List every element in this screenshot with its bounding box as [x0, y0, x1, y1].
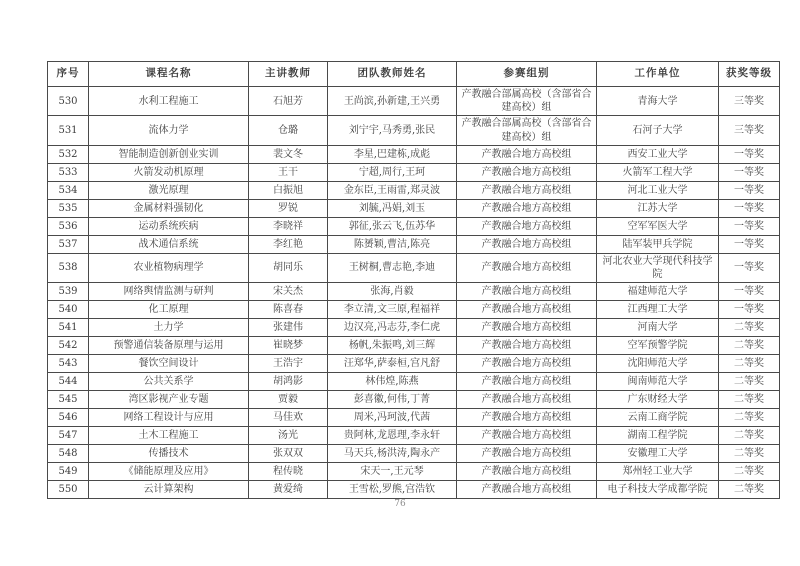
table-cell-col-course: 流体力学	[89, 116, 249, 145]
table-body	[48, 87, 780, 499]
table-cell-col-group: 产教融合地方高校组	[457, 199, 597, 217]
table-cell-col-seq: 541	[48, 319, 89, 337]
table-cell-col-work-unit: 空军预警学院	[597, 337, 719, 355]
table-cell-col-course: 网络工程设计与应用	[89, 409, 249, 427]
table-cell-col-lead-teacher: 李红艳	[249, 235, 328, 253]
column-header-col-course: 课程名称	[89, 62, 249, 87]
table-cell-col-lead-teacher: 仓璐	[249, 116, 328, 145]
table-cell-col-course: 火箭发动机原理	[89, 163, 249, 181]
table-row	[48, 463, 780, 481]
table-cell-col-award: 二等奖	[719, 445, 780, 463]
table-cell-col-award: 一等奖	[719, 163, 780, 181]
table-cell-col-course: 土木工程施工	[89, 427, 249, 445]
table-cell-col-team-teachers: 王尚滨,孙新建,王兴勇	[328, 87, 457, 116]
table-cell-col-course: 农业植物病理学	[89, 253, 249, 282]
table-cell-col-team-teachers: 杨帆,朱振鸣,刘三辉	[328, 337, 457, 355]
table-cell-col-award: 一等奖	[719, 235, 780, 253]
table-cell-col-team-teachers: 张海,肖毅	[328, 283, 457, 301]
table-cell-col-team-teachers: 林伟煌,陈燕	[328, 373, 457, 391]
table-cell-col-lead-teacher: 张双双	[249, 445, 328, 463]
table-cell-col-work-unit: 广东财经大学	[597, 391, 719, 409]
table-row	[48, 319, 780, 337]
table-cell-col-award: 三等奖	[719, 116, 780, 145]
table-cell-col-seq: 540	[48, 301, 89, 319]
table-cell-col-group: 产教融合地方高校组	[457, 253, 597, 282]
table-cell-col-seq: 537	[48, 235, 89, 253]
table-cell-col-work-unit: 石河子大学	[597, 116, 719, 145]
table-cell-col-seq: 533	[48, 163, 89, 181]
table-cell-col-course: 金属材料强韧化	[89, 199, 249, 217]
table-cell-col-seq: 544	[48, 373, 89, 391]
table-cell-col-course: 《储能原理及应用》	[89, 463, 249, 481]
table-cell-col-award: 一等奖	[719, 199, 780, 217]
table-cell-col-seq: 550	[48, 481, 89, 499]
table-cell-col-award: 一等奖	[719, 181, 780, 199]
table-row	[48, 355, 780, 373]
table-cell-col-team-teachers: 马天兵,杨洪涛,陶永产	[328, 445, 457, 463]
table-cell-col-seq: 546	[48, 409, 89, 427]
table-cell-col-course: 云计算架构	[89, 481, 249, 499]
table-cell-col-team-teachers: 贵阿林,龙恩理,李永轩	[328, 427, 457, 445]
table-cell-col-work-unit: 火箭军工程大学	[597, 163, 719, 181]
table-cell-col-work-unit: 江西理工大学	[597, 301, 719, 319]
table-cell-col-work-unit: 陆军装甲兵学院	[597, 235, 719, 253]
table-row	[48, 301, 780, 319]
table-cell-col-course: 化工原理	[89, 301, 249, 319]
table-cell-col-work-unit: 福建师范大学	[597, 283, 719, 301]
table-cell-col-work-unit: 湖南工程学院	[597, 427, 719, 445]
table-cell-col-group: 产教融合地方高校组	[457, 373, 597, 391]
table-cell-col-group: 产教融合地方高校组	[457, 163, 597, 181]
column-header-col-group: 参赛组别	[457, 62, 597, 87]
table-cell-col-lead-teacher: 马佳欢	[249, 409, 328, 427]
table-cell-col-group: 产教融合地方高校组	[457, 337, 597, 355]
table-cell-col-lead-teacher: 程传晓	[249, 463, 328, 481]
table-cell-col-seq: 530	[48, 87, 89, 116]
table-cell-col-lead-teacher: 李晓祥	[249, 217, 328, 235]
table-cell-col-group: 产教融合地方高校组	[457, 409, 597, 427]
table-cell-col-seq: 535	[48, 199, 89, 217]
table-cell-col-team-teachers: 彭喜徽,何伟,丁菁	[328, 391, 457, 409]
table-cell-col-seq: 548	[48, 445, 89, 463]
table-cell-col-award: 三等奖	[719, 87, 780, 116]
table-cell-col-group: 产教融合地方高校组	[457, 391, 597, 409]
table-cell-col-lead-teacher: 胡鸿影	[249, 373, 328, 391]
table-cell-col-award: 一等奖	[719, 253, 780, 282]
table-row	[48, 163, 780, 181]
table-cell-col-group: 产教融合地方高校组	[457, 301, 597, 319]
table-cell-col-award: 一等奖	[719, 283, 780, 301]
table-cell-col-seq: 536	[48, 217, 89, 235]
table-cell-col-lead-teacher: 汤光	[249, 427, 328, 445]
table-cell-col-course: 激光原理	[89, 181, 249, 199]
table-row	[48, 116, 780, 145]
table-cell-col-team-teachers: 王雪松,罗熊,宫浩钦	[328, 481, 457, 499]
table-row	[48, 181, 780, 199]
table-cell-col-group: 产教融合地方高校组	[457, 217, 597, 235]
table-row	[48, 409, 780, 427]
column-header-col-work-unit: 工作单位	[597, 62, 719, 87]
table-row	[48, 481, 780, 499]
table-cell-col-course: 湾区影视产业专题	[89, 391, 249, 409]
column-header-col-seq: 序号	[48, 62, 89, 87]
page-number: 76	[394, 499, 406, 509]
table-cell-col-team-teachers: 刘毓,冯娟,刘玉	[328, 199, 457, 217]
table-cell-col-lead-teacher: 宋关杰	[249, 283, 328, 301]
table-cell-col-award: 一等奖	[719, 145, 780, 163]
table-cell-col-work-unit: 西安工业大学	[597, 145, 719, 163]
table-cell-col-group: 产教融合地方高校组	[457, 481, 597, 499]
column-header-col-team-teachers: 团队教师姓名	[328, 62, 457, 87]
table-cell-col-award: 一等奖	[719, 217, 780, 235]
table-cell-col-team-teachers: 李星,巴建栋,成彪	[328, 145, 457, 163]
table-row	[48, 87, 780, 116]
table-cell-col-group: 产教融合地方高校组	[457, 463, 597, 481]
table-cell-col-team-teachers: 边汉亮,冯志芬,李仁虎	[328, 319, 457, 337]
table-cell-col-award: 一等奖	[719, 301, 780, 319]
table-cell-col-course: 预警通信装备原理与运用	[89, 337, 249, 355]
table-row	[48, 235, 780, 253]
table-cell-col-course: 餐饮空间设计	[89, 355, 249, 373]
table-cell-col-award: 二等奖	[719, 409, 780, 427]
table-row	[48, 391, 780, 409]
table-row	[48, 445, 780, 463]
table-cell-col-award: 二等奖	[719, 481, 780, 499]
table-cell-col-seq: 534	[48, 181, 89, 199]
table-cell-col-work-unit: 江苏大学	[597, 199, 719, 217]
table-cell-col-award: 二等奖	[719, 391, 780, 409]
table-cell-col-group: 产教融合地方高校组	[457, 235, 597, 253]
table-cell-col-work-unit: 电子科技大学成都学院	[597, 481, 719, 499]
table-cell-col-lead-teacher: 罗锐	[249, 199, 328, 217]
table-cell-col-award: 二等奖	[719, 355, 780, 373]
table-cell-col-work-unit: 河北农业大学现代科技学院	[597, 253, 719, 282]
table-cell-col-team-teachers: 宋天一,王元琴	[328, 463, 457, 481]
table-cell-col-lead-teacher: 裴文冬	[249, 145, 328, 163]
table-cell-col-lead-teacher: 王浩宇	[249, 355, 328, 373]
table-cell-col-lead-teacher: 陈喜春	[249, 301, 328, 319]
table-cell-col-work-unit: 青海大学	[597, 87, 719, 116]
table-cell-col-seq: 532	[48, 145, 89, 163]
table-cell-col-lead-teacher: 白振旭	[249, 181, 328, 199]
table-cell-col-seq: 547	[48, 427, 89, 445]
table-cell-col-lead-teacher: 贾毅	[249, 391, 328, 409]
table-cell-col-lead-teacher: 黄爱绮	[249, 481, 328, 499]
table-cell-col-course: 传播技术	[89, 445, 249, 463]
table-cell-col-group: 产教融合部属高校（含部省合建高校）组	[457, 87, 597, 116]
table-cell-col-lead-teacher: 胡同乐	[249, 253, 328, 282]
table-cell-col-seq: 531	[48, 116, 89, 145]
table-cell-col-seq: 538	[48, 253, 89, 282]
table-cell-col-lead-teacher: 崔晓梦	[249, 337, 328, 355]
table-row	[48, 145, 780, 163]
table-cell-col-course: 土力学	[89, 319, 249, 337]
table-row	[48, 253, 780, 282]
table-cell-col-award: 二等奖	[719, 373, 780, 391]
table-row	[48, 217, 780, 235]
table-cell-col-course: 水利工程施工	[89, 87, 249, 116]
table-cell-col-award: 二等奖	[719, 337, 780, 355]
table-cell-col-work-unit: 闽南师范大学	[597, 373, 719, 391]
table-cell-col-team-teachers: 郭征,张云飞,伍苏华	[328, 217, 457, 235]
table-cell-col-award: 二等奖	[719, 319, 780, 337]
table-cell-col-team-teachers: 刘宁宇,马秀勇,张民	[328, 116, 457, 145]
table-cell-col-award: 二等奖	[719, 463, 780, 481]
table-cell-col-group: 产教融合地方高校组	[457, 355, 597, 373]
table-cell-col-team-teachers: 宁超,周行,王珂	[328, 163, 457, 181]
award-table	[47, 61, 780, 499]
table-cell-col-course: 运动系统疾病	[89, 217, 249, 235]
column-header-col-lead-teacher: 主讲教师	[249, 62, 328, 87]
table-cell-col-group: 产教融合地方高校组	[457, 427, 597, 445]
table-cell-col-work-unit: 郑州轻工业大学	[597, 463, 719, 481]
table-cell-col-team-teachers: 金东臣,王雨雷,郑灵波	[328, 181, 457, 199]
table-row	[48, 199, 780, 217]
table-cell-col-work-unit: 河南大学	[597, 319, 719, 337]
table-row	[48, 283, 780, 301]
table-cell-col-award: 二等奖	[719, 427, 780, 445]
table-row	[48, 337, 780, 355]
table-cell-col-seq: 539	[48, 283, 89, 301]
table-cell-col-group: 产教融合地方高校组	[457, 445, 597, 463]
table-cell-col-seq: 542	[48, 337, 89, 355]
table-cell-col-lead-teacher: 王干	[249, 163, 328, 181]
table-cell-col-team-teachers: 李立清,文三原,程福祥	[328, 301, 457, 319]
table-cell-col-work-unit: 河北工业大学	[597, 181, 719, 199]
table-cell-col-team-teachers: 陈赟颖,曹洁,陈亮	[328, 235, 457, 253]
table-cell-col-work-unit: 安徽理工大学	[597, 445, 719, 463]
table-cell-col-group: 产教融合部属高校（含部省合建高校）组	[457, 116, 597, 145]
table-cell-col-course: 公共关系学	[89, 373, 249, 391]
table-header	[48, 62, 780, 87]
table-cell-col-course: 战术通信系统	[89, 235, 249, 253]
table-cell-col-group: 产教融合地方高校组	[457, 145, 597, 163]
table-row	[48, 427, 780, 445]
table-cell-col-team-teachers: 周米,冯珂波,代茜	[328, 409, 457, 427]
column-header-col-award: 获奖等级	[719, 62, 780, 87]
table-cell-col-work-unit: 空军军医大学	[597, 217, 719, 235]
table-cell-col-course: 智能制造创新创业实训	[89, 145, 249, 163]
table-cell-col-group: 产教融合地方高校组	[457, 319, 597, 337]
table-cell-col-seq: 543	[48, 355, 89, 373]
table-cell-col-course: 网络舆情监测与研判	[89, 283, 249, 301]
table-cell-col-seq: 545	[48, 391, 89, 409]
table-cell-col-work-unit: 沈阳师范大学	[597, 355, 719, 373]
table-cell-col-team-teachers: 汪郑华,萨泰桓,宫凡舒	[328, 355, 457, 373]
table-row	[48, 373, 780, 391]
table-cell-col-group: 产教融合地方高校组	[457, 181, 597, 199]
table-cell-col-team-teachers: 王树桐,曹志艳,李迪	[328, 253, 457, 282]
table-cell-col-group: 产教融合地方高校组	[457, 283, 597, 301]
table-cell-col-work-unit: 云南工商学院	[597, 409, 719, 427]
table-header-row	[48, 62, 780, 87]
table-cell-col-lead-teacher: 张建伟	[249, 319, 328, 337]
table-cell-col-lead-teacher: 石旭芳	[249, 87, 328, 116]
table-cell-col-seq: 549	[48, 463, 89, 481]
